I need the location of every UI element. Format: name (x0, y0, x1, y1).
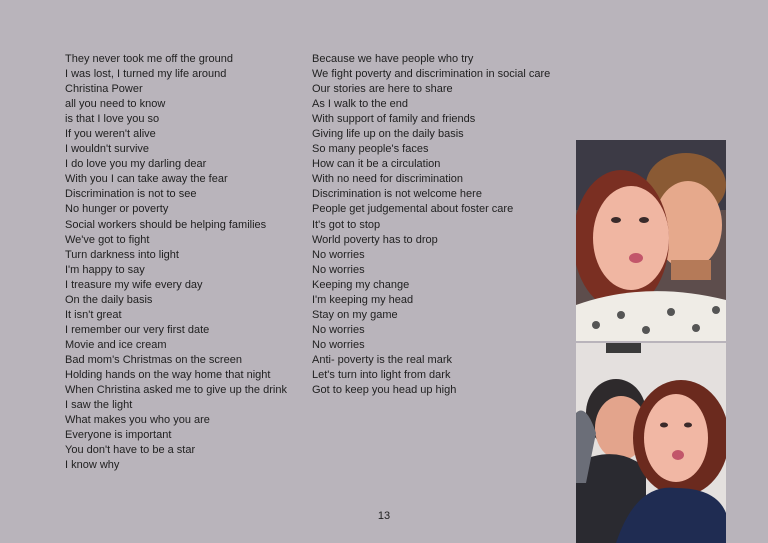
poem-line: It isn't great (65, 308, 122, 321)
poem-line: With no need for discrimination (312, 173, 464, 186)
poem-line: I treasure my wife every day (65, 278, 203, 291)
poem-line: No worries (312, 323, 365, 336)
poem-line: We fight poverty and discrimination in social care (312, 68, 551, 81)
poem-line: I wouldn't survive (65, 143, 150, 156)
poem-line: Turn darkness into light (65, 248, 179, 261)
poem-line: Because we have people who try (312, 53, 474, 65)
poem-line: So many people's faces (312, 143, 429, 156)
poem-line: is that I love you so (65, 113, 160, 126)
poem-line: Christina Power (65, 83, 143, 96)
poem-column-left (65, 52, 287, 473)
poem-line: No worries (312, 338, 365, 351)
poem-line: I saw the light (65, 399, 133, 412)
poem-line: I'm happy to say (65, 263, 145, 276)
poem-line: World poverty has to drop (312, 233, 438, 246)
poem-line: Keeping my change (312, 278, 410, 291)
poem-line: If you weren't alive (65, 128, 156, 141)
poem-line: On the daily basis (65, 293, 153, 306)
poem-line: I know why (65, 459, 120, 472)
poem-line: We've got to fight (65, 233, 150, 246)
poem-line: Discrimination is not welcome here (312, 188, 482, 201)
poem-line: Holding hands on the way home that night (65, 368, 271, 381)
poem-line: It's got to stop (312, 218, 381, 231)
poem-line: I do love you my darling dear (65, 158, 207, 171)
poem-line: What makes you who you are (65, 414, 210, 427)
poem-line: No worries (312, 248, 365, 261)
poem-line: With you I can take away the fear (65, 173, 228, 186)
poem-line: No worries (312, 263, 365, 276)
poem-line: Bad mom's Christmas on the screen (65, 353, 242, 366)
poem-line: You don't have to be a star (65, 444, 196, 457)
poem-column-right (312, 52, 550, 398)
poem-line: all you need to know (65, 98, 166, 111)
poem-line: How can it be a circulation (312, 158, 441, 171)
poem-line: As I walk to the end (312, 98, 408, 111)
couple-photo-bottom (576, 343, 726, 543)
poem-line: Stay on my game (312, 308, 398, 321)
poem-line: They never took me off the ground (65, 53, 233, 65)
page-number: 13 (377, 510, 391, 522)
poem-line: Everyone is important (65, 429, 172, 442)
poem-line: Social workers should be helping families (65, 218, 267, 231)
couple-photo-top (576, 140, 726, 341)
poem-line: When Christina asked me to give up the drink (65, 384, 287, 397)
poem-line: With support of family and friends (312, 113, 476, 126)
poem-line: No hunger or poverty (65, 203, 169, 216)
poem-line: Our stories are here to share (312, 83, 453, 96)
poem-line: Giving life up on the daily basis (312, 128, 464, 141)
poem-line: Anti- poverty is the real mark (312, 353, 452, 366)
poem-line: Discrimination is not to see (65, 188, 197, 201)
poem-line: People get judgemental about foster care (312, 203, 514, 216)
poem-line: Movie and ice cream (65, 338, 167, 351)
poem-line: I'm keeping my head (312, 293, 414, 306)
poem-line: Got to keep you head up high (312, 384, 457, 397)
poem-line: Let's turn into light from dark (312, 368, 451, 381)
poem-line: I was lost, I turned my life around (65, 68, 227, 81)
poem-line: I remember our very first date (65, 323, 210, 336)
